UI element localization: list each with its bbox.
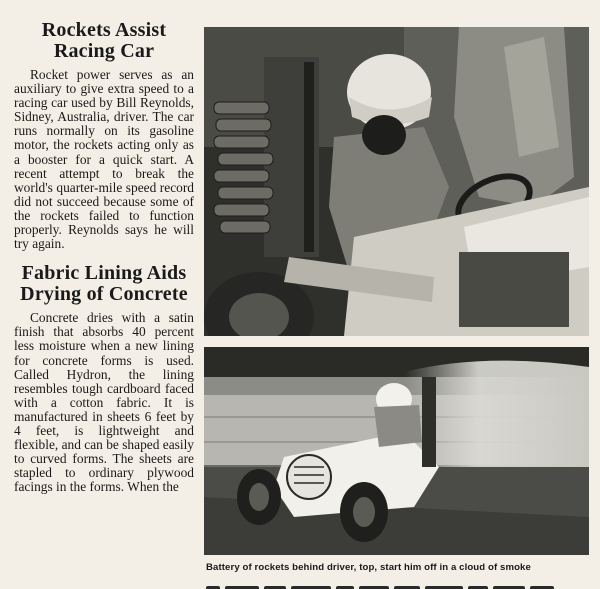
article1-headline (14, 20, 194, 62)
article2-body: Concrete dries with a satin finish that absorbs 40 percent less moisture when a new lining for concrete forms is used. Called Hydron, the lining resembles tough cardboard faced with a cotton fabric. It is manufactured in sheets 6 feet by 4 feet, is lightweight and flexible, and can be shaped easily to curved forms. The sheets are stapled to ordinary plywood facings in the forms. When the (14, 310, 194, 495)
rocket-car-smoke-photo (204, 347, 589, 555)
article2-headline (14, 263, 194, 305)
article1-body: Rocket power serves as an auxiliary to give extra speed to a racing car used by Bill Reynolds, Sidney, Australia, driver. The car runs normally on its gasoline motor, the rockets acting only as a booster for a quick start. A recent attempt to break the world's quarter-mile speed record did not succeed because some of the rockets failed to function properly. Reynolds says he will try again. (14, 67, 194, 252)
rocket-car-smoke-illustration (204, 347, 589, 555)
photo-caption: Battery of rockets behind driver, top, start him off in a cloud of smoke (206, 562, 531, 573)
rocket-car-driver-illustration (204, 27, 589, 336)
article1-headline-line1: Rockets Assist (41, 19, 167, 41)
cut-off-next-line (206, 579, 590, 589)
rocket-car-driver-photo (204, 27, 589, 336)
article2-headline-line2: Drying of Concrete (20, 283, 188, 306)
left-text-column (14, 20, 194, 494)
article2-headline-line1: Fabric Lining Aids (21, 262, 187, 285)
article1-headline-line2: Racing Car (53, 40, 155, 62)
